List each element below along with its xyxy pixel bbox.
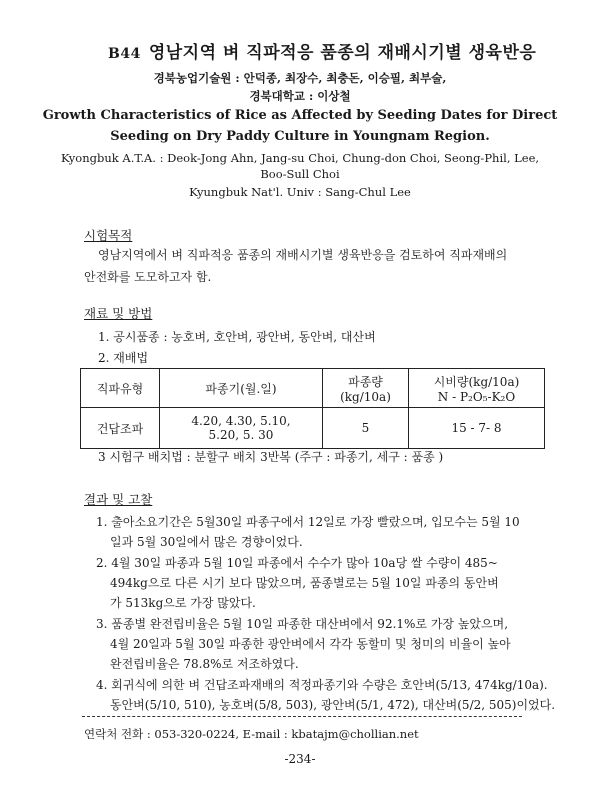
header-fertilizer-label: 시비량(kg/10a) [433, 374, 520, 389]
english-authors-line1: Kyongbuk A.T.A. : Deok-Jong Ahn, Jang-su Choi, Chung-don Choi, Seong-Phil, Lee, [60, 151, 540, 165]
result4-line1: 4. 회귀식에 의한 벼 건답조파재배의 적정파종기와 수량은 호안벼(5/13, 474kg/10a). [96, 678, 548, 692]
header-seed-rate-unit: (kg/10a) [340, 389, 391, 404]
sowing-dates-line2: 5.20, 5. 30 [208, 428, 274, 442]
result2-line2: 494kg으로 다른 시기 보다 많았으며, 품종별로는 5월 10일 파종의 동안벼 [110, 576, 499, 590]
separator-line [82, 716, 522, 717]
sowing-dates-line1: 4.20, 4.30, 5.10, [191, 414, 291, 428]
objective-line2: 안전화를 도모하고자 함. [84, 270, 212, 284]
abstract-code: B44 [108, 46, 141, 62]
result2-line3: 가 513kg으로 가장 많았다. [110, 596, 256, 610]
result2-line1: 2. 4월 30일 파종과 5월 10일 파종에서 수수가 많아 10a당 쌀 수량이 485~ [96, 556, 498, 570]
english-authors-line2: Boo-Sull Choi [260, 167, 340, 181]
cell-fertilizer: 15 - 7- 8 [409, 408, 545, 449]
cell-type: 건답조파 [81, 408, 160, 449]
english-title-line2: Seeding on Dry Paddy Culture in Youngnam Region. [110, 129, 490, 144]
korean-authors-line1: 경북농업기술원 : 안덕종, 최장수, 최충돈, 이승필, 최부술, [153, 71, 447, 85]
korean-authors-line2: 경북대학교 : 이상철 [249, 89, 351, 103]
result3-line3: 완전립비율은 78.8%로 저조하였다. [110, 657, 299, 671]
header-fertilizer-npk: N - P₂O₅-K₂O [437, 389, 516, 404]
result3-line2: 4월 20일과 5월 30일 파종한 광안벼에서 각각 동할미 및 청미의 비율이 높아 [110, 637, 511, 651]
contact-info: 연락처 전화 : 053-320-0224, E-mail : kbatajm@chollian.net [84, 727, 419, 741]
header-seed-rate-label: 파종량 [348, 374, 383, 389]
header-fertilizer [409, 369, 545, 408]
methods-item1: 1. 공시품종 : 농호벼, 호안벼, 광안벼, 동안벼, 대산벼 [98, 330, 376, 344]
results-heading: 결과 및 고찰 [84, 492, 153, 507]
english-title-line1: Growth Characteristics of Rice as Affected by Seeding Dates for Direct [42, 108, 558, 123]
cell-sowing-dates [160, 408, 323, 449]
english-authors-line3: Kyungbuk Nat'l. Univ : Sang-Chul Lee [189, 185, 411, 199]
header-sowing-date: 파종기(월.일) [160, 369, 323, 408]
result4-line2: 동안벼(5/10, 510), 농호벼(5/8, 503), 광안벼(5/1, 472), 대산벼(5/2, 505)이었다. [110, 698, 556, 712]
result1-line1: 1. 출아소요기간은 5월30일 파종구에서 12일로 가장 빨랐으며, 입모수는 5월 10 [96, 515, 520, 529]
table-header-row [81, 369, 545, 408]
objective-line1: 영남지역에서 벼 직파적응 품종의 재배시기별 생육반응을 검토하여 직파재배의 [98, 248, 508, 262]
result1-line2: 일과 5월 30일에서 많은 경향이었다. [110, 535, 303, 549]
paper-title [108, 38, 536, 63]
cell-seed-rate: 5 [323, 408, 409, 449]
header-type: 직파유형 [81, 369, 160, 408]
result3-line1: 3. 품종별 완전립비율은 5월 10일 파종한 대산벼에서 92.1%로 가장 높았으며, [96, 617, 509, 631]
cultivation-table [80, 368, 545, 449]
header-seed-rate [323, 369, 409, 408]
korean-title: 영남지역 벼 직파적응 품종의 재배시기별 생육반응 [148, 43, 537, 63]
methods-heading: 재료 및 방법 [84, 306, 153, 321]
objective-heading: 시험목적 [84, 228, 133, 243]
table-row [81, 408, 545, 449]
methods-item3: 3 시험구 배치법 : 분할구 배치 3반복 (주구 : 파종기, 세구 : 품종 ) [98, 450, 444, 464]
methods-item2: 2. 재배법 [98, 351, 149, 365]
page-number: -234- [284, 752, 316, 766]
